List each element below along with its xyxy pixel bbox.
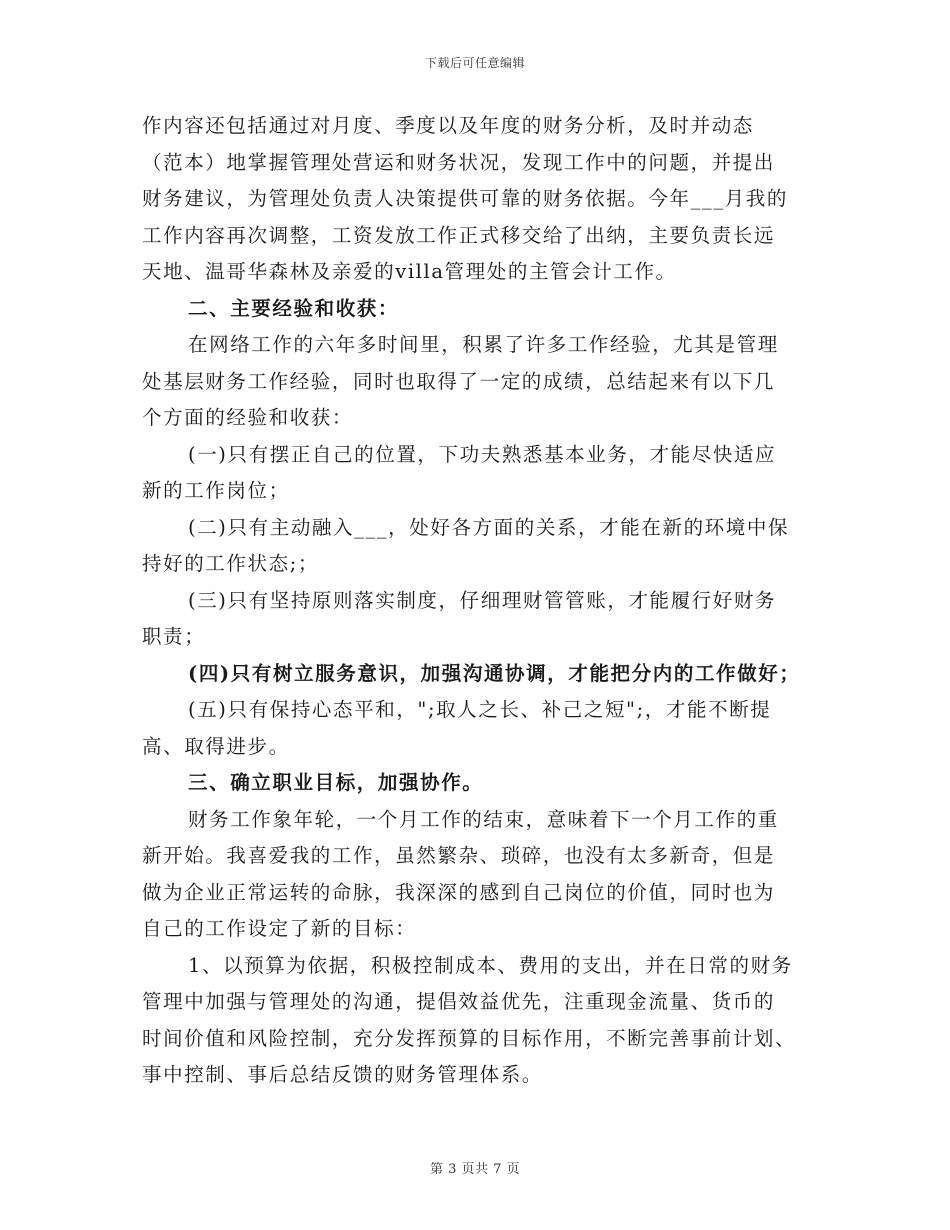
paragraph-line: (五)只有保持心态平和，";取人之长、补己之短";，才能不断提: [188, 698, 772, 721]
paragraph-line: 在网络工作的六年多时间里，积累了许多工作经验，尤其是管理: [188, 333, 779, 356]
paragraph-line: 时间价值和风险控制，充分发挥预算的目标作用，不断完善事前计划、: [142, 1026, 797, 1050]
paragraph-line: (一)只有摆正自己的位置，下功夫熟悉基本业务，才能尽快适应: [188, 442, 777, 466]
paragraph-line: 天地、温哥华森林及亲爱的villa管理处的主管会计工作。: [142, 260, 677, 283]
paragraph-line: 持好的工作状态;；: [142, 552, 319, 575]
paragraph-line: 管理中加强与管理处的沟通，提倡效益优先，注重现金流量、货币的: [142, 990, 776, 1013]
document-body: [142, 108, 812, 1094]
paragraph-line: 财务建议，为管理处负责人决策提供可靠的财务依据。今年___月我的: [142, 187, 788, 210]
paragraph-line: 高、取得进步。: [142, 734, 290, 758]
paragraph-line: 新的工作岗位；: [142, 479, 290, 502]
paragraph-line: 个方面的经验和收获：: [142, 406, 354, 429]
section-heading-line: 二、主要经验和收获：: [188, 296, 400, 320]
paragraph-line: 自己的工作设定了新的目标：: [142, 917, 417, 940]
section-heading-line: (四)只有树立服务意识，加强沟通协调，才能把分内的工作做好；: [188, 661, 801, 685]
paragraph-line: （范本）地掌握管理处营运和财务状况，发现工作中的问题，并提出: [142, 150, 776, 174]
paragraph-line: 新开始。我喜爱我的工作，虽然繁杂、琐碎，也没有太多新奇，但是: [142, 844, 776, 867]
page-header: 下载后可任意编辑: [424, 56, 525, 70]
paragraph-line: 财务工作象年轮，一个月工作的结束，意味着下一个月工作的重: [188, 807, 779, 831]
paragraph-line: (二)只有主动融入___，处好各方面的关系，才能在新的环境中保: [188, 515, 790, 539]
page-footer: 第 3 页共 7 页: [429, 1162, 521, 1177]
paragraph-line: 职责；: [142, 625, 206, 648]
paragraph-line: 作内容还包括通过对月度、季度以及年度的财务分析，及时并动态: [142, 114, 754, 137]
paragraph-line: 处基层财务工作经验，同时也取得了一定的成绩，总结起来有以下几: [142, 369, 776, 393]
paragraph-line: 工作内容再次调整，工资发放工作正式移交给了出纳，主要负责长远: [142, 223, 776, 247]
paragraph-line: 事中控制、事后总结反馈的财务管理体系。: [142, 1063, 543, 1086]
paragraph-line: 1、以预算为依据，积极控制成本、费用的支出，并在日常的财务: [188, 953, 793, 977]
section-heading-line: 三、确立职业目标，加强协作。: [188, 771, 484, 794]
paragraph-line: 做为企业正常运转的命脉，我深深的感到自己岗位的价值，同时也为: [142, 880, 776, 904]
paragraph-line: (三)只有坚持原则落实制度，仔细理财管管账，才能履行好财务: [188, 588, 777, 612]
